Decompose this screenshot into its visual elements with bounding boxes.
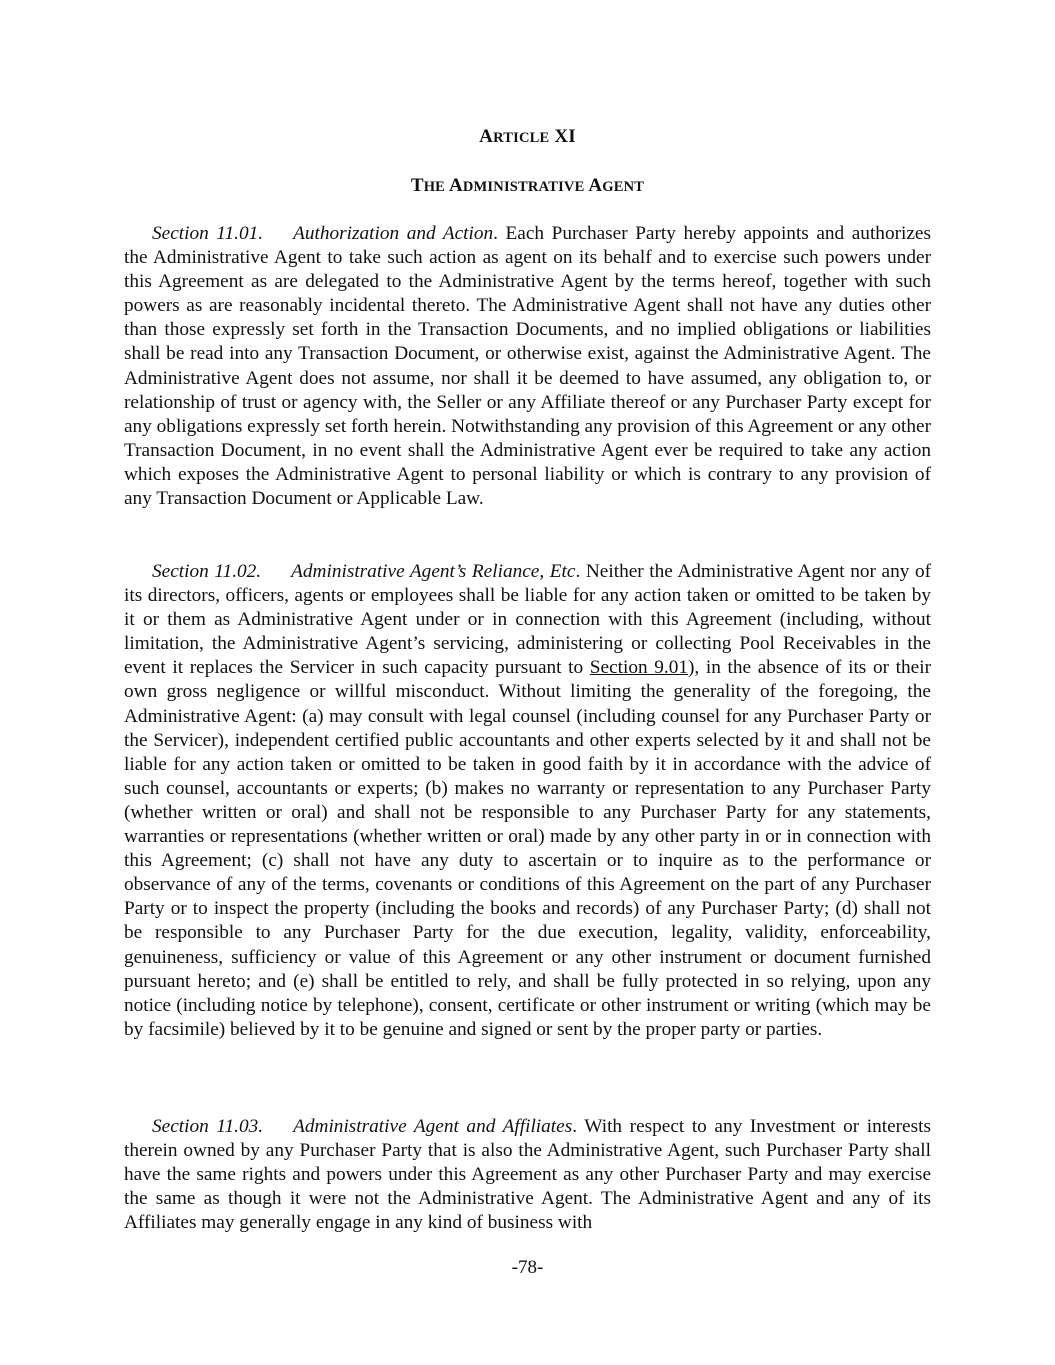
section-body: Each Purchaser Party hereby appoints and authorizes the Administrative Agent to take such action as agent on its behalf and to exercise such powers under this Agreement as are delegated to the Administrative Agent by the terms hereof, together with such powers as are reasonably incidental thereto. The Administrative Agent shall not have any duties other than those expressly set forth in the Transaction Documents, and no implied obligations or liabilities shall be read into any Transaction Document, or otherwise exist, against the Administrative Agent. The Administrative Agent does not assume, nor shall it be deemed to have assumed, any obligation to, or relationship of trust or agency with, the Seller or any Affiliate thereof or any Purchaser Party except for any obligations expressly set forth herein. Notwithstanding any provision of this Agreement or any other Transaction Document, in no event shall the Administrative Agent ever be required to take any action which exposes the Administrative Agent to personal liability or which is contrary to any provision of any Transaction Document or Applicable Law.: [124, 223, 931, 510]
article-heading: [0, 126, 1055, 148]
section-title: Administrative Agent and Affiliates: [293, 1116, 573, 1137]
title-word-3-initial: A: [588, 175, 603, 196]
section-number: Section 11.02.: [152, 561, 262, 582]
article-heading-smallcaps: RTICLE: [493, 130, 550, 146]
section-cross-reference-link[interactable]: Section 9.01: [589, 657, 689, 679]
title-word-1-rest: HE: [423, 179, 446, 195]
section-11-01-paragraph: Section 11.01. Authorization and Action. Each Purchaser Party hereby appoints and authorizes the Administrative Agent to take such action as agent on its behalf and to exercise such powers under this Agreement as are delegated to the Administrative Agent by the terms hereof, together with such powers as are reasonably incidental thereto. The Administrative Agent shall not have any duties other than those expressly set forth in the Transaction Documents, and no implied obligations or liabilities shall be read into any Transaction Document, or otherwise exist, against the Administrative Agent. The Administrative Agent does not assume, nor shall it be deemed to have assumed, any obligation to, or relationship of trust or agency with, the Seller or any Affiliate thereof or any Purchaser Party except for any obligations expressly set forth herein. Notwithstanding any provision of this Agreement or any other Transaction Document, in no event shall the Administrative Agent ever be required to take any action which exposes the Administrative Agent to personal liability or which is contrary to any provision of any Transaction Document or Applicable Law.: [124, 223, 931, 510]
section-body: Neither the Administrative Agent nor any of its directors, officers, agents or employees shall be liable for any action taken or omitted to be taken by it or them as Administrative Agent under or in connection with this Agreement (including, without limitation, the Administrative Agent’s servicing, administering or collecting Pool Receivables in the event it replaces the Servicer in such capacity pursuant to: [124, 561, 932, 679]
section-body: With respect to any Investment or interests therein owned by any Purchaser Party that is also the Administrative Agent, such Purchaser Party shall have the same rights and powers under this Agreement as any other Purchaser Party and may exercise the same as though it were not the Administrative Agent. The Administrative Agent and any of its Affiliates may generally engage in any kind of business with: [124, 1116, 931, 1234]
title-word-1-initial: T: [410, 175, 424, 196]
section-title: Administrative Agent’s Reliance, Etc: [291, 561, 576, 582]
article-heading-initial: A: [479, 126, 494, 147]
title-word-3-rest: GENT: [602, 179, 645, 195]
section-11-03-paragraph: Section 11.03. Administrative Agent and Affiliates. With respect to any Investment or interests therein owned by any Purchaser Party that is also the Administrative Agent, such Purchaser Party shall have the same rights and powers under this Agreement as any other Purchaser Party and may exercise the same as though it were not the Administrative Agent. The Administrative Agent and any of its Affiliates may generally engage in any kind of business with: [124, 1116, 931, 1234]
article-number: XI: [554, 126, 576, 147]
section-title: Authorization and Action: [293, 223, 494, 244]
page-number: -78-: [511, 1257, 544, 1278]
section-11-02-paragraph: Section 11.02. Administrative Agent’s Reliance, Etc. Neither the Administrative Agent nor any of its directors, officers, agents or employees shall be liable for any action taken or omitted to be taken by it or them as Administrative Agent under or in connection with this Agreement (including, without limitation, the Administrative Agent’s servicing, administering or collecting Pool Receivables in the event it replaces the Servicer in such capacity pursuant to Section 9.01), in the absence of its or their own gross negligence or willful misconduct. Without limiting the generality of the foregoing, the Administrative Agent: (a) may consult with legal counsel (including counsel for any Purchaser Party or the Servicer), independent certified public accountants and other experts selected by it and shall not be liable for any action taken or omitted to be taken in good faith by it in accordance with the advice of such counsel, accountants or experts; (b) makes no warranty or representation to any Purchaser Party (whether written or oral) and shall not be responsible to any Purchaser Party for any statements, warranties or representations (whether written or oral) made by any other party in or in connection with this Agreement; (c) shall not have any duty to ascertain or to inquire as to the performance or observance of any of the terms, covenants or conditions of this Agreement on the part of any Purchaser Party or to inspect the property (including the books and records) of any Purchaser Party; (d) shall not be responsible to any Purchaser Party for the due execution, legality, validity, enforceability, genuineness, sufficiency or value of this Agreement or any other instrument or document furnished pursuant hereto; and (e) shall be entitled to rely, and shall be fully protected in so relying, upon any notice (including notice by telephone), consent, certificate or other instrument or writing (which may be by facsimile) believed by it to be genuine and signed or sent by the proper party or parties.: [124, 561, 932, 1040]
section-number: Section 11.01.: [152, 223, 264, 244]
title-word-2-initial: A: [448, 175, 463, 196]
article-title: [0, 175, 1055, 197]
section-body-continued: ), in the absence of its or their own gross negligence or willful misconduct. Without limiting the generality of the foregoing, the Administrative Agent: (a) may consult with legal counsel (including counsel for any Purchaser Party or the Servicer), independent certified public accountants and other experts selected by it and shall not be liable for any action taken or omitted to be taken in good faith by it in accordance with the advice of such counsel, accountants or experts; (b) makes no warranty or representation to any Purchaser Party (whether written or oral) and shall not be responsible to any Purchaser Party for any statements, warranties or representations (whether written or oral) made by any other party in or in connection with this Agreement; (c) shall not have any duty to ascertain or to inquire as to the performance or observance of any of the terms, covenants or conditions of this Agreement on the part of any Purchaser Party or to inspect the property (including the books and records) of any Purchaser Party; (d) shall not be responsible to any Purchaser Party for the due execution, legality, validity, enforceability, genuineness, sufficiency or value of this Agreement or any other instrument or document furnished pursuant hereto; and (e) shall be entitled to rely, and shall be fully protected in so relying, upon any notice (including notice by telephone), consent, certificate or other instrument or writing (which may be by facsimile) believed by it to be genuine and signed or sent by the proper party or parties.: [124, 657, 931, 1040]
title-word-2-rest: DMINISTRATIVE: [462, 179, 585, 195]
section-number: Section 11.03.: [152, 1116, 264, 1137]
